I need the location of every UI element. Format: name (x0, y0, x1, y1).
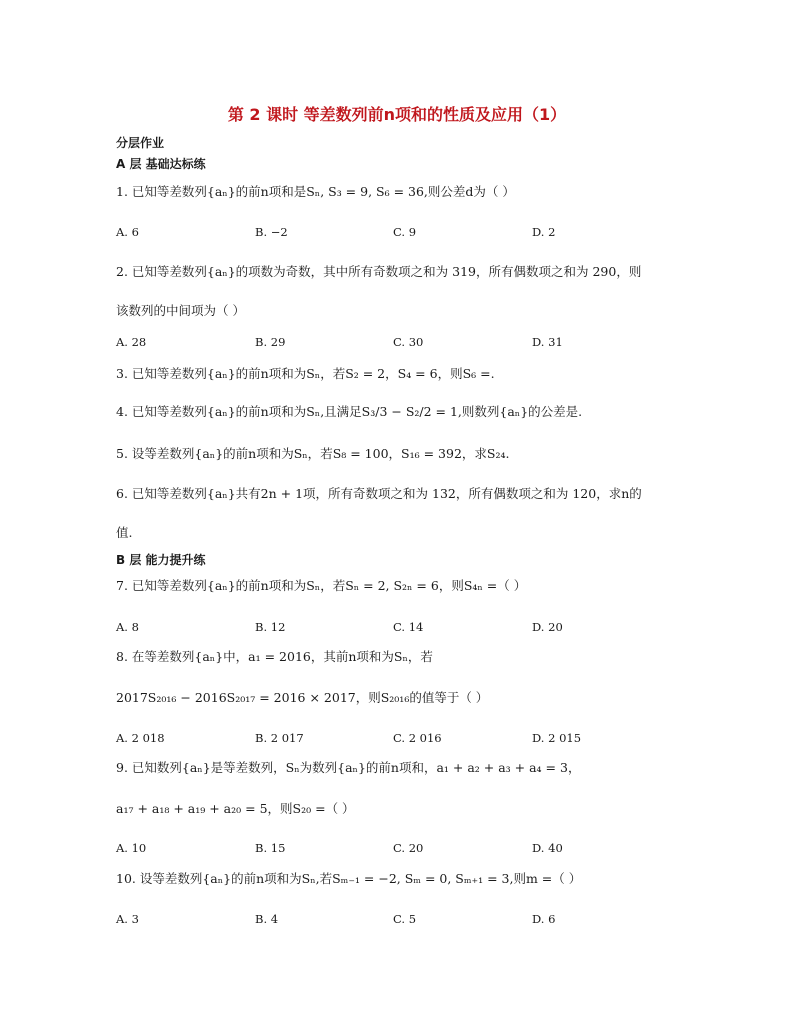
question-10-option-b: B. 4 (255, 912, 279, 926)
question-2-option-d: D. 31 (532, 335, 563, 349)
question-7-option-d: D. 20 (532, 620, 563, 634)
question-8-option-c: C. 2 016 (393, 731, 442, 745)
question-10-option-c: C. 5 (393, 912, 417, 926)
question-7-option-c: C. 14 (393, 620, 424, 634)
section-heading: 分层作业 (116, 136, 165, 150)
question-9-option-b: B. 15 (255, 841, 286, 855)
question-4-stem: 4. 已知等差数列{aₙ}的前n项和为Sₙ,且满足S₃/3 − S₂/2 = 1,则数列{aₙ}的公差是. (116, 404, 583, 419)
question-8-option-b: B. 2 017 (255, 731, 304, 745)
question-7-stem: 7. 已知等差数列{aₙ}的前n项和为Sₙ，若Sₙ = 2, S₂ₙ = 6，则S₄ₙ =（ ） (116, 578, 527, 593)
question-2-stem-cont: 该数列的中间项为（ ） (116, 303, 245, 318)
question-7-option-a: A. 8 (116, 620, 139, 634)
question-3-stem: 3. 已知等差数列{aₙ}的前n项和为Sₙ，若S₂ = 2，S₄ = 6，则S₆ =. (116, 366, 495, 381)
question-7-option-b: B. 12 (255, 620, 286, 634)
question-8-option-d: D. 2 015 (532, 731, 582, 745)
question-10-option-a: A. 3 (116, 912, 139, 926)
question-2-option-a: A. 28 (116, 335, 147, 349)
question-1-stem: 1. 已知等差数列{aₙ}的前n项和是Sₙ, S₃ = 9, S₆ = 36,则公差d为（ ） (116, 184, 515, 199)
question-10-option-d: D. 6 (532, 912, 556, 926)
question-9-option-d: D. 40 (532, 841, 563, 855)
question-9-stem: 9. 已知数列{aₙ}是等差数列，Sₙ为数列{aₙ}的前n项和，a₁ + a₂ + a₃ + a₄ = 3， (116, 760, 581, 775)
question-6-stem: 6. 已知等差数列{aₙ}共有2n + 1项，所有奇数项之和为 132，所有偶数项之和为 120，求n的 (116, 486, 642, 501)
level-a-heading: A 层 基础达标练 (116, 157, 206, 171)
question-2-stem: 2. 已知等差数列{aₙ}的项数为奇数，其中所有奇数项之和为 319，所有偶数项之和为 290，则 (116, 264, 642, 279)
question-8-stem-cont: 2017S₂₀₁₆ − 2016S₂₀₁₇ = 2016 × 2017，则S₂₀₁₆的值等于（ ） (116, 690, 489, 705)
question-2-option-c: C. 30 (393, 335, 424, 349)
question-9-option-a: A. 10 (116, 841, 147, 855)
question-6-stem-cont: 值. (116, 525, 133, 540)
question-10-stem: 10. 设等差数列{aₙ}的前n项和为Sₙ,若Sₘ₋₁ = −2, Sₘ = 0, Sₘ₊₁ = 3,则m =（ ） (116, 871, 582, 886)
question-2-option-b: B. 29 (255, 335, 286, 349)
question-1-option-d: D. 2 (532, 225, 556, 239)
page-title: 第 2 课时 等差数列前n项和的性质及应用（1） (227, 105, 567, 124)
question-1-option-b: B. −2 (255, 225, 288, 239)
question-9-stem-cont: a₁₇ + a₁₈ + a₁₉ + a₂₀ = 5，则S₂₀ =（ ） (116, 801, 355, 816)
question-1-option-c: C. 9 (393, 225, 417, 239)
level-b-heading: B 层 能力提升练 (116, 553, 206, 567)
question-5-stem: 5. 设等差数列{aₙ}的前n项和为Sₙ，若S₈ = 100，S₁₆ = 392，求S₂₄. (116, 446, 510, 461)
question-8-stem: 8. 在等差数列{aₙ}中，a₁ = 2016，其前n项和为Sₙ，若 (116, 649, 433, 664)
question-9-option-c: C. 20 (393, 841, 424, 855)
question-8-option-a: A. 2 018 (116, 731, 165, 745)
question-1-option-a: A. 6 (116, 225, 139, 239)
